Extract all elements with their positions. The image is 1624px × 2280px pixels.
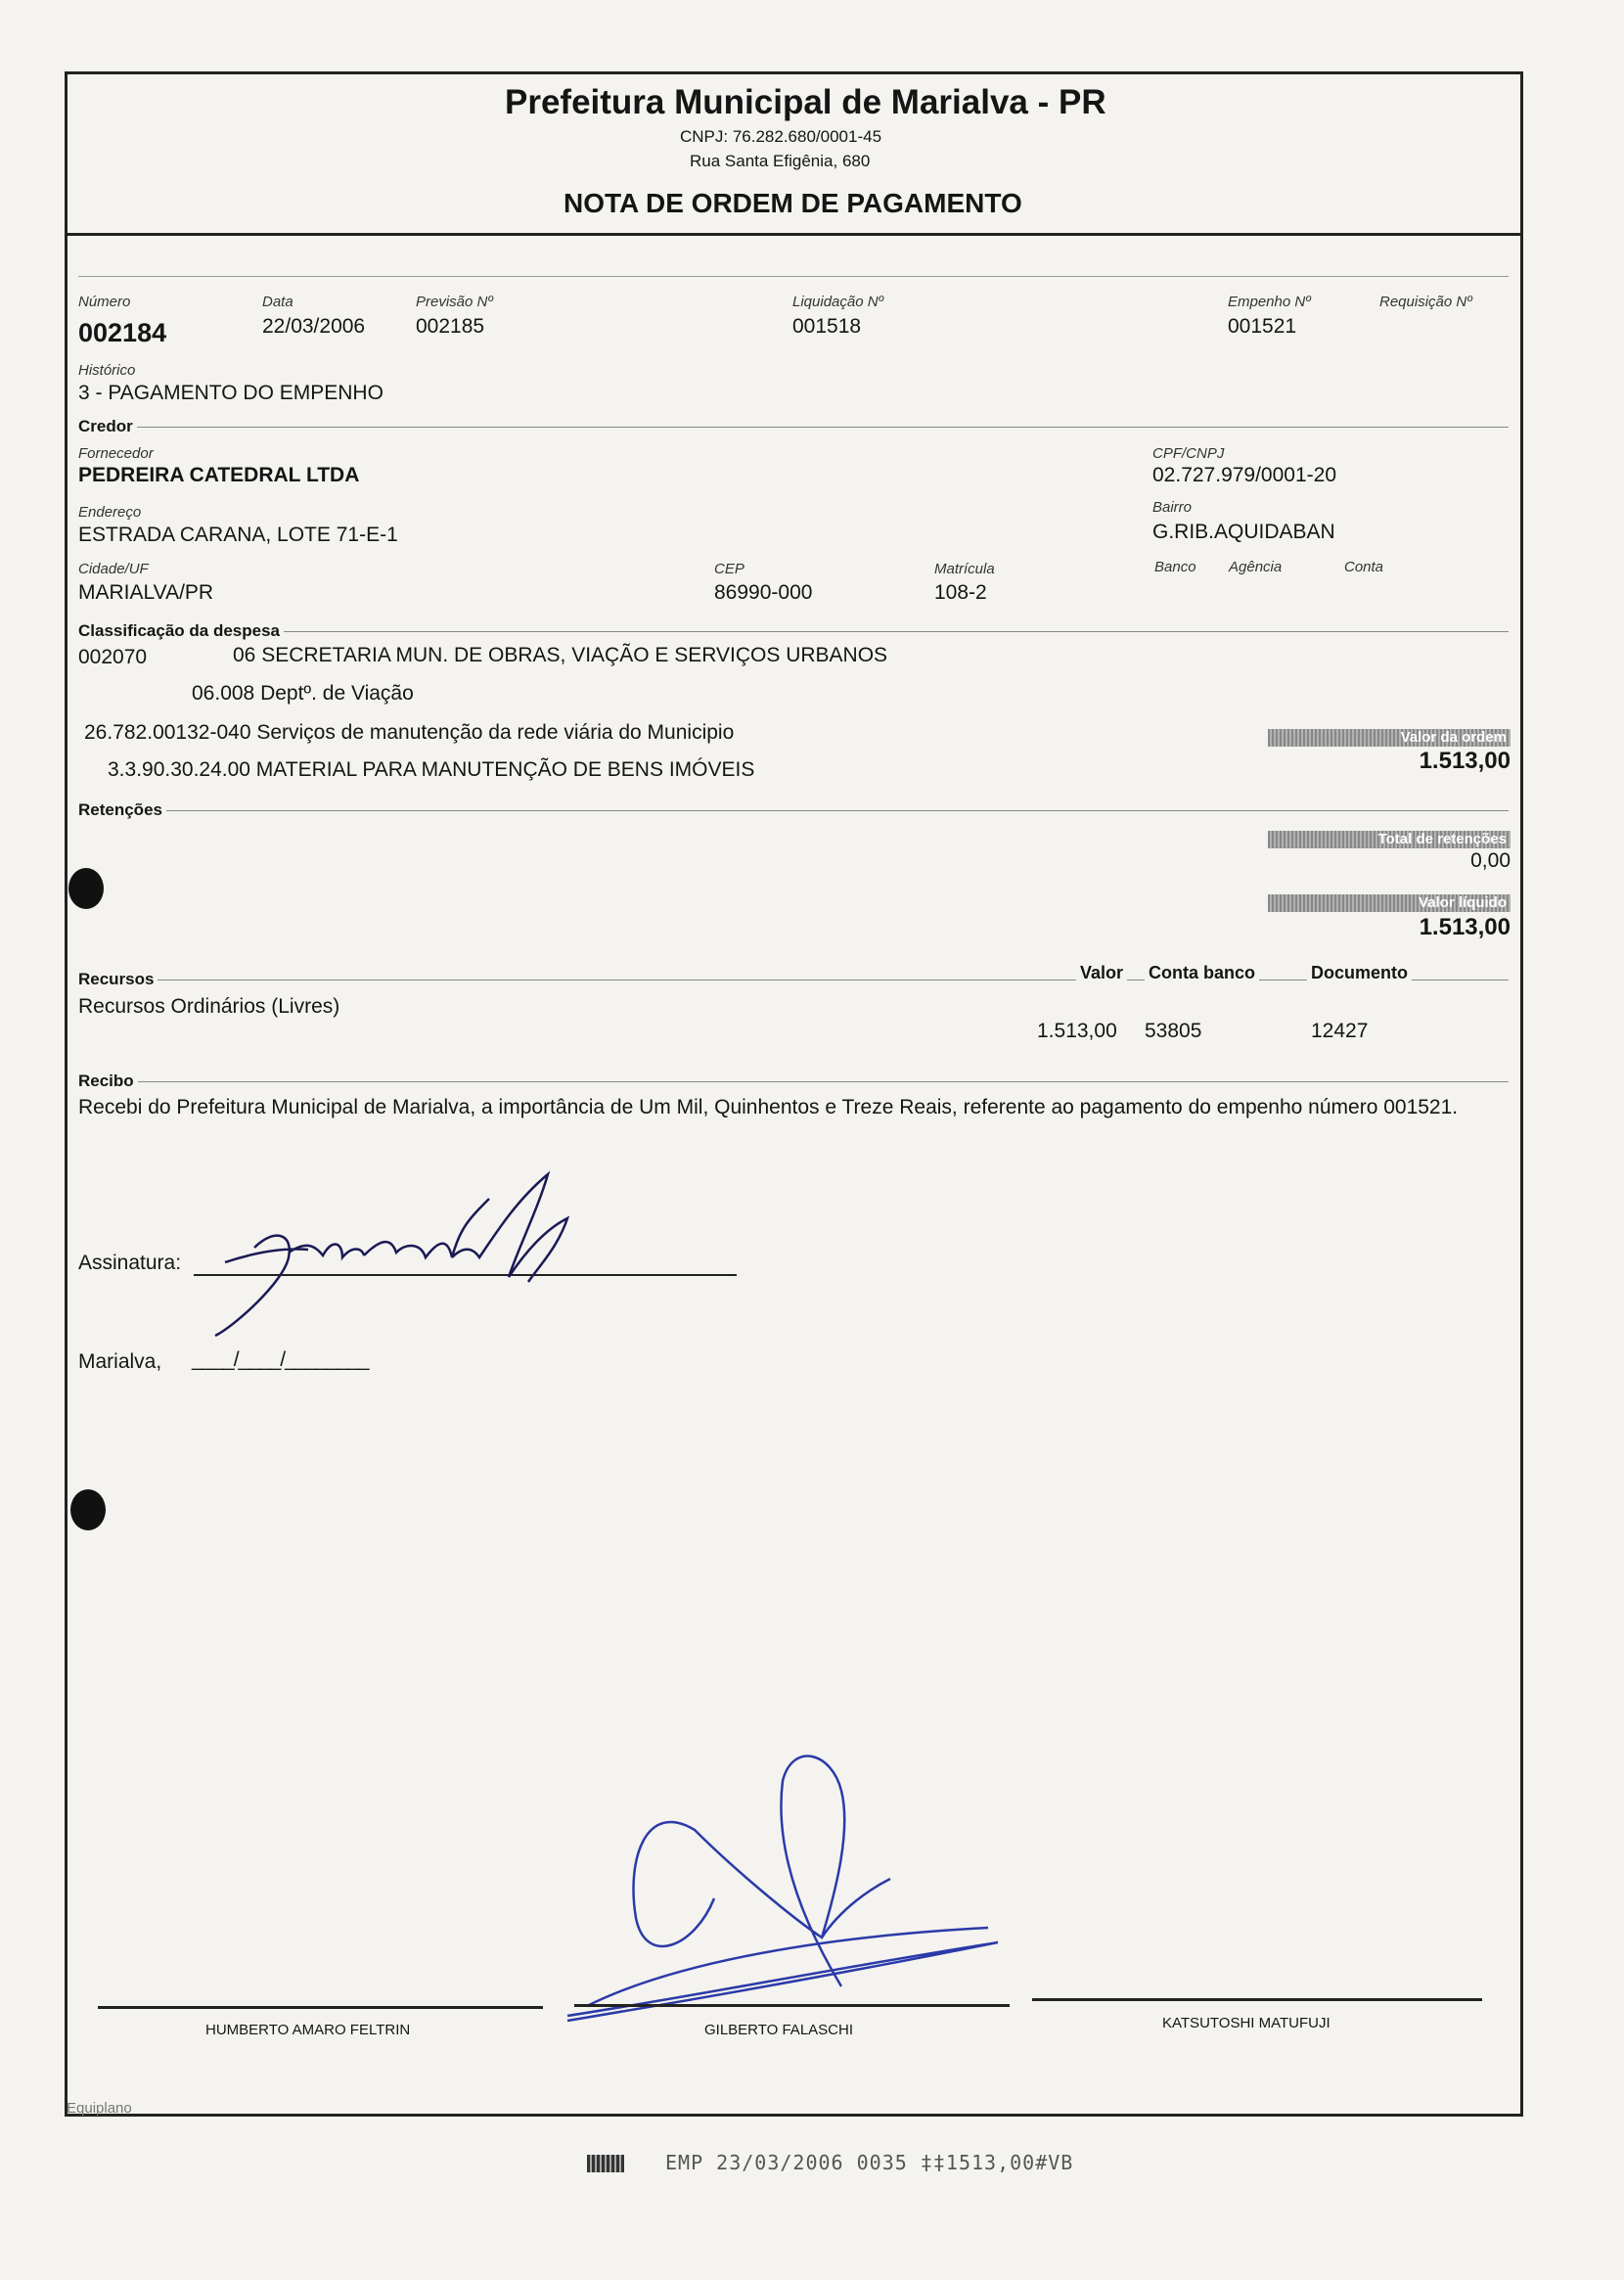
bairro-value: G.RIB.AQUIDABAN — [1152, 521, 1335, 543]
retencoes-label: Total de retenções — [1268, 831, 1511, 848]
local-date-blanks: ____/____/________ — [192, 1348, 369, 1371]
cpf-value: 02.727.979/0001-20 — [1152, 464, 1337, 486]
cidade-label: Cidade/UF — [78, 561, 149, 577]
footer-stamp: EMP 23/03/2006 0035 ‡‡1513,00#VB — [665, 2151, 1074, 2174]
header-divider — [65, 233, 1523, 236]
cep-label: CEP — [714, 561, 744, 577]
endereco-value: ESTRADA CARANA, LOTE 71-E-1 — [78, 524, 398, 546]
recursos-documento-header: Documento — [1307, 963, 1412, 983]
historico-value: 3 - PAGAMENTO DO EMPENHO — [78, 382, 383, 404]
recibo-signature — [196, 1160, 665, 1355]
fornecedor-value: PEDREIRA CATEDRAL LTDA — [78, 464, 360, 486]
retencoes-rule — [78, 810, 1509, 811]
document-type-title: NOTA DE ORDEM DE PAGAMENTO — [564, 188, 1022, 218]
valor-ordem-value: 1.513,00 — [1419, 748, 1511, 774]
cep-value: 86990-000 — [714, 581, 813, 604]
recibo-section-label: Recibo — [78, 1072, 138, 1091]
retencoes-value: 0,00 — [1470, 849, 1511, 872]
credor-rule — [78, 427, 1509, 428]
requisicao-label: Requisição Nº — [1379, 294, 1472, 310]
local-date-label: Marialva, — [78, 1350, 162, 1373]
cnpj-text: CNPJ: 76.282.680/0001-45 — [680, 127, 882, 146]
recursos-valor: 1.513,00 — [1037, 1020, 1117, 1042]
cidade-value: MARIALVA/PR — [78, 581, 214, 604]
numero-value: 002184 — [78, 318, 167, 347]
signatory-line-1 — [98, 2006, 543, 2009]
valor-liquido-value: 1.513,00 — [1419, 914, 1511, 940]
recibo-rule — [78, 1081, 1509, 1082]
historico-label: Histórico — [78, 362, 136, 379]
id-row-rule — [78, 276, 1509, 277]
page-title: Prefeitura Municipal de Marialva - PR — [505, 83, 1106, 121]
numero-label: Número — [78, 294, 131, 310]
recibo-text: Recebi do Prefeitura Municipal de Marialva, a importância de Um Mil, Quinhentos e Treze Reais, referente ao pagamento do empenho número 001521. — [78, 1096, 1459, 1118]
classificacao-section-label: Classificação da despesa — [78, 621, 284, 641]
signatory-line-2 — [574, 2004, 1010, 2007]
recursos-conta-header: Conta banco — [1145, 963, 1259, 983]
valor-liquido-label: Valor líquido — [1268, 894, 1511, 912]
classificacao-line2: 06.008 Deptº. de Viação — [192, 682, 414, 705]
recursos-valor-header: Valor — [1076, 963, 1127, 983]
valor-ordem-label: Valor da ordem — [1268, 729, 1511, 747]
address-text: Rua Santa Efigênia, 680 — [690, 152, 871, 170]
liquidacao-value: 001518 — [792, 315, 862, 338]
retencoes-section-label: Retenções — [78, 800, 166, 820]
assinatura-label: Assinatura: — [78, 1252, 182, 1274]
classificacao-code: 002070 — [78, 646, 148, 668]
cpf-label: CPF/CNPJ — [1152, 445, 1225, 462]
stamp-mark-icon — [587, 2155, 624, 2172]
empenho-value: 001521 — [1228, 315, 1297, 338]
fornecedor-label: Fornecedor — [78, 445, 154, 462]
previsao-label: Previsão Nº — [416, 294, 493, 310]
signatory-line-3 — [1032, 1998, 1482, 2001]
conta-label: Conta — [1344, 559, 1384, 575]
matricula-value: 108-2 — [934, 581, 987, 604]
matricula-label: Matrícula — [934, 561, 995, 577]
signatory-name-1: HUMBERTO AMARO FELTRIN — [205, 2022, 411, 2038]
punch-hole — [68, 868, 104, 909]
bairro-label: Bairro — [1152, 499, 1193, 516]
data-label: Data — [262, 294, 293, 310]
punch-hole — [70, 1489, 106, 1530]
classificacao-rule — [78, 631, 1509, 632]
previsao-value: 002185 — [416, 315, 485, 338]
recursos-section-label: Recursos — [78, 970, 158, 989]
classificacao-line4: 3.3.90.30.24.00 MATERIAL PARA MANUTENÇÃO DE BENS IMÓVEIS — [108, 758, 755, 781]
recursos-item: Recursos Ordinários (Livres) — [78, 995, 340, 1018]
banco-label: Banco — [1154, 559, 1196, 575]
credor-section-label: Credor — [78, 417, 137, 436]
endereco-label: Endereço — [78, 504, 142, 521]
recursos-conta: 53805 — [1145, 1020, 1202, 1042]
recursos-documento: 12427 — [1311, 1020, 1369, 1042]
classificacao-line1: 06 SECRETARIA MUN. DE OBRAS, VIAÇÃO E SERVIÇOS URBANOS — [233, 644, 888, 666]
empenho-label: Empenho Nº — [1228, 294, 1311, 310]
signatory-signature — [548, 1742, 1008, 2035]
signatory-name-3: KATSUTOSHI MATUFUJI — [1162, 2015, 1331, 2031]
classificacao-line3: 26.782.00132-040 Serviços de manutenção da rede viária do Municipio — [84, 721, 735, 744]
signatory-name-2: GILBERTO FALASCHI — [704, 2022, 853, 2038]
liquidacao-label: Liquidação Nº — [792, 294, 884, 310]
footer-brand: Equiplano — [67, 2100, 132, 2117]
data-value: 22/03/2006 — [262, 315, 366, 338]
agencia-label: Agência — [1229, 559, 1283, 575]
